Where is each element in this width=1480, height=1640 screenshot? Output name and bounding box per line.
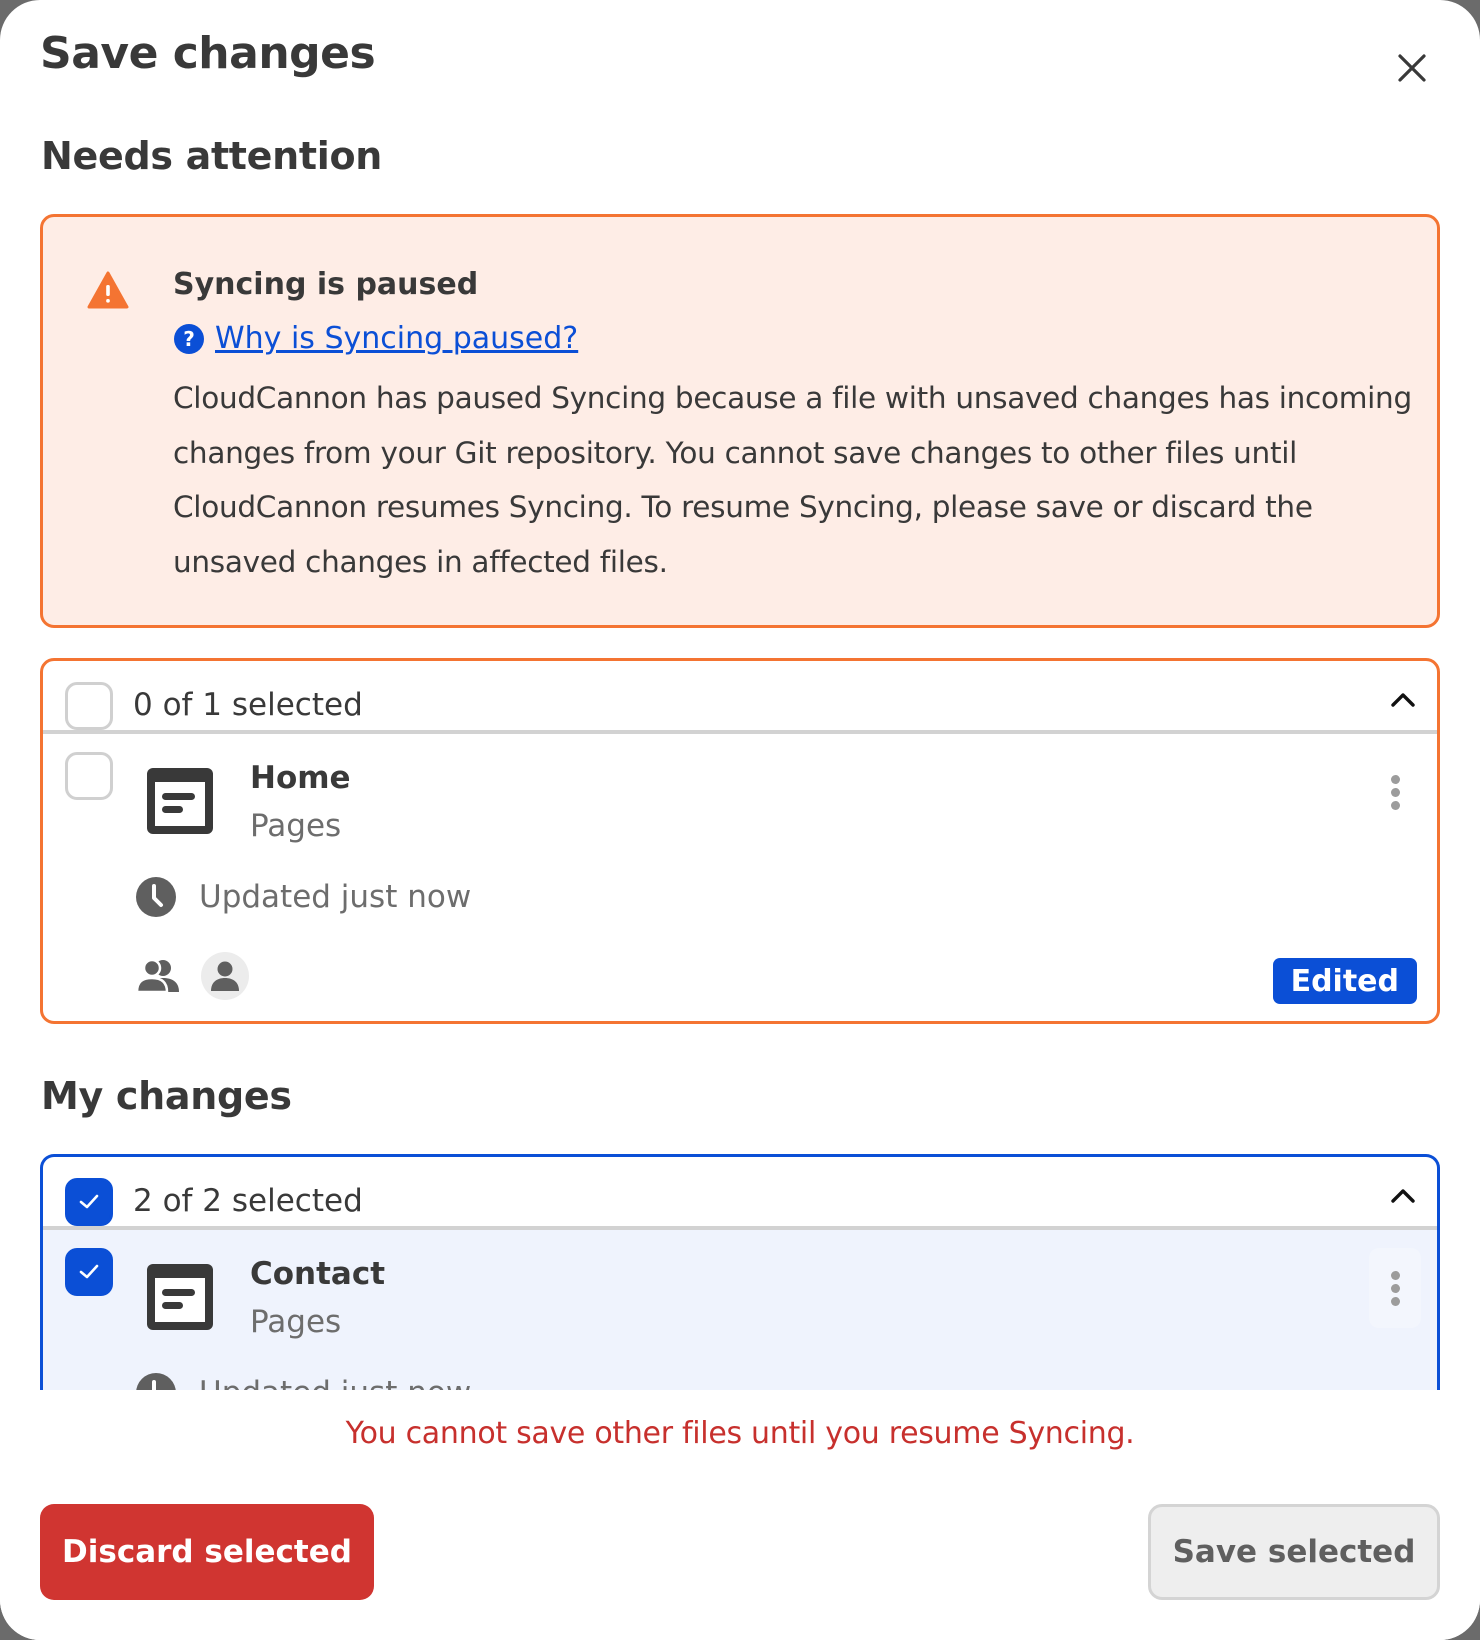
edited-badge: Edited [1273,958,1417,1004]
updated-row [135,876,471,918]
item-menu-button[interactable] [1369,752,1421,832]
chevron-up-icon[interactable] [1391,1187,1415,1203]
help-circle-icon [173,323,205,355]
collaborators-row [135,952,249,1000]
item-name: Contact [250,1256,386,1292]
chevron-up-icon[interactable] [1391,691,1415,707]
list-header [43,661,1437,734]
alert-title: Syncing is paused [173,267,479,302]
error-message: You cannot save other files until you resume Syncing. [345,1416,1135,1451]
page-icon [143,764,217,838]
clock-icon [135,876,177,918]
selected-count: 2 of 2 selected [133,1183,363,1219]
alert-body: CloudCannon has paused Syncing because a file with unsaved changes has incoming changes from your Git repository. You cannot save changes to other files until CloudCannon resumes Syncing. To resume Syncing, please save or discard the unsaved changes in affected files. [173,381,1412,579]
item-collection: Pages [250,1304,342,1340]
avatar [201,952,249,1000]
list-header [43,1157,1437,1230]
item-name: Home [250,760,351,796]
checkmark-icon [78,1263,100,1281]
kebab-dot [1391,801,1400,810]
kebab-dot [1391,1297,1400,1306]
warning-triangle-icon [87,271,129,309]
my-changes-heading: My changes [41,1074,292,1118]
item-collection: Pages [250,808,342,844]
item-checkbox[interactable] [65,752,113,800]
dialog-title: Save changes [40,28,376,79]
discard-selected-button[interactable]: Discard selected [40,1504,374,1600]
kebab-dot [1391,788,1400,797]
kebab-dot [1391,775,1400,784]
syncing-paused-alert [40,214,1440,628]
updated-text: Updated just now [199,879,472,915]
users-icon [135,959,181,993]
save-selected-button[interactable]: Save selected [1148,1504,1440,1600]
list-item-home[interactable] [43,734,1437,1020]
checkmark-icon [78,1193,100,1211]
select-all-checkbox[interactable] [65,1178,113,1226]
selected-count: 0 of 1 selected [133,687,363,723]
svg-text:?: ? [183,326,195,351]
kebab-dot [1391,1284,1400,1293]
user-icon [209,960,241,992]
needs-attention-heading: Needs attention [41,134,383,178]
close-icon [1397,53,1427,83]
alert-link-label[interactable]: Why is Syncing paused? [215,321,579,356]
page-icon [143,1260,217,1334]
why-syncing-paused-link[interactable] [173,321,578,356]
needs-attention-list [40,658,1440,1024]
kebab-dot [1391,1271,1400,1280]
item-menu-button[interactable] [1369,1248,1421,1328]
item-checkbox[interactable] [65,1248,113,1296]
select-all-checkbox[interactable] [65,682,113,730]
close-button[interactable] [1388,44,1436,92]
